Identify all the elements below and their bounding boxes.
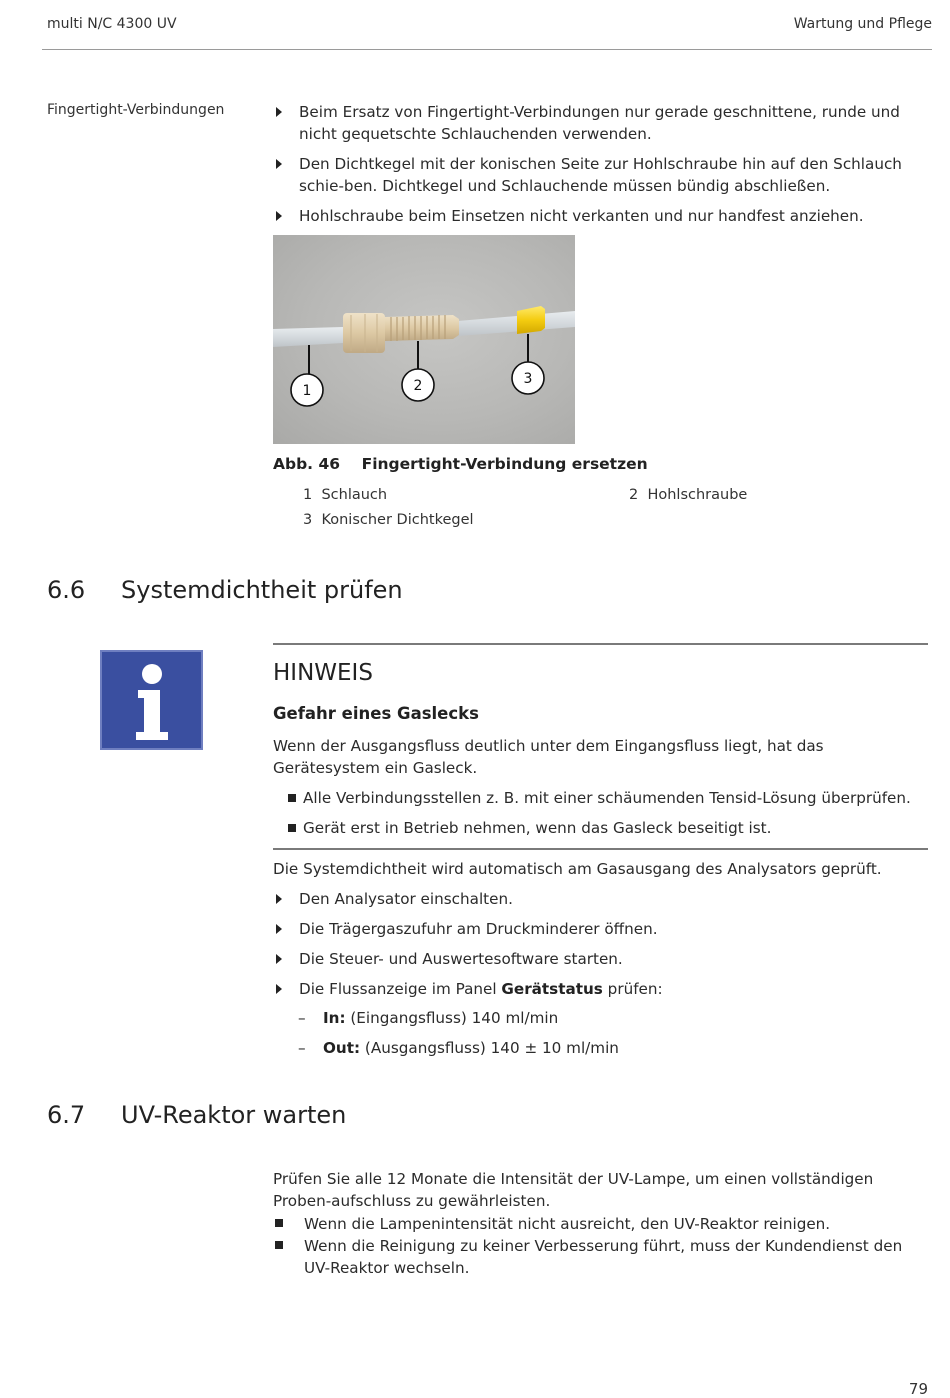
instruction-step: Hohlschraube beim Einsetzen nicht verkanten und nur handfest anziehen. bbox=[273, 205, 929, 227]
instruction-step: Die Trägergaszufuhr am Druckminderer öffnen. bbox=[273, 918, 929, 940]
section-title: UV-Reaktor warten bbox=[121, 1101, 347, 1129]
triangle-bullet-icon bbox=[276, 894, 282, 904]
square-bullet-icon bbox=[288, 824, 296, 832]
uv-bullet: Wenn die Lampenintensität nicht ausreicht, den UV-Reaktor reinigen. bbox=[275, 1213, 927, 1235]
section-title: Systemdichtheit prüfen bbox=[121, 576, 403, 604]
instruction-step: Beim Ersatz von Fingertight-Verbindungen nur gerade geschnittene, runde und nicht gequetschte Schlauchenden verwenden. bbox=[273, 101, 929, 145]
callout-2: 2 bbox=[413, 378, 423, 394]
square-bullet-icon bbox=[275, 1219, 283, 1227]
triangle-bullet-icon bbox=[276, 954, 282, 964]
fingertight-connection-illustration bbox=[273, 235, 575, 444]
intro-text: Die Systemdichtheit wird automatisch am Gasausgang des Analysators geprüft. bbox=[273, 860, 882, 878]
section-number: 6.7 bbox=[47, 1101, 86, 1129]
header-title: multi N/C 4300 UV bbox=[47, 16, 177, 32]
header-rule bbox=[42, 49, 932, 50]
panel-name: Gerätstatus bbox=[501, 980, 603, 998]
side-label: Fingertight-Verbindungen bbox=[47, 102, 225, 118]
square-bullet-icon bbox=[275, 1241, 283, 1249]
triangle-bullet-icon bbox=[276, 984, 282, 994]
triangle-bullet-icon bbox=[276, 211, 282, 221]
instruction-step: Die Flussanzeige im Panel Gerätstatus prüfen: bbox=[273, 978, 929, 1000]
callout-1: 1 bbox=[302, 383, 312, 399]
notice-title: HINWEIS bbox=[273, 660, 373, 686]
square-bullet-icon bbox=[288, 794, 296, 802]
notice-top-rule bbox=[273, 643, 928, 645]
notice-bottom-rule bbox=[273, 848, 928, 850]
info-icon bbox=[100, 650, 203, 750]
notice-bullet: Gerät erst in Betrieb nehmen, wenn das Gasleck beseitigt ist. bbox=[288, 817, 928, 839]
page-number: 79 bbox=[908, 1380, 928, 1398]
header-section: Wartung und Pflege bbox=[793, 16, 932, 32]
legend-item: 3 Konischer Dichtkegel bbox=[303, 512, 474, 528]
legend-item: 1 Schlauch bbox=[303, 487, 388, 503]
legend-item: 2 Hohlschraube bbox=[629, 487, 748, 503]
notice-bullet: Alle Verbindungsstellen z. B. mit einer schäumenden Tensid-Lösung überprüfen. bbox=[288, 787, 928, 809]
fingertight-photo bbox=[273, 235, 575, 444]
section-number: 6.6 bbox=[47, 576, 86, 604]
uv-bullet: Wenn die Reinigung zu keiner Verbesserung führt, muss der Kundendienst den UV-Reaktor wechseln. bbox=[275, 1235, 927, 1279]
notice-subtitle: Gefahr eines Gaslecks bbox=[273, 704, 479, 723]
triangle-bullet-icon bbox=[276, 159, 282, 169]
instruction-step: Die Steuer- und Auswertesoftware starten. bbox=[273, 948, 929, 970]
callout-3: 3 bbox=[523, 371, 533, 387]
uv-text: Prüfen Sie alle 12 Monate die Intensität der UV-Lampe, um einen vollständigen Proben-aufschluss zu gewährleisten. bbox=[273, 1170, 874, 1210]
triangle-bullet-icon bbox=[276, 924, 282, 934]
instruction-step: Den Analysator einschalten. bbox=[273, 888, 929, 910]
figure-caption: Abb. 46 Fingertight-Verbindung ersetzen bbox=[273, 455, 648, 473]
triangle-bullet-icon bbox=[276, 107, 282, 117]
notice-text: Wenn der Ausgangsfluss deutlich unter dem Eingangsfluss liegt, hat das Gerätesystem ein Gasleck. bbox=[273, 737, 824, 777]
instruction-step: Den Dichtkegel mit der konischen Seite zur Hohlschraube hin auf den Schlauch schie-ben. Dichtkegel und Schlauchende müssen bündig abschließen. bbox=[273, 153, 929, 197]
